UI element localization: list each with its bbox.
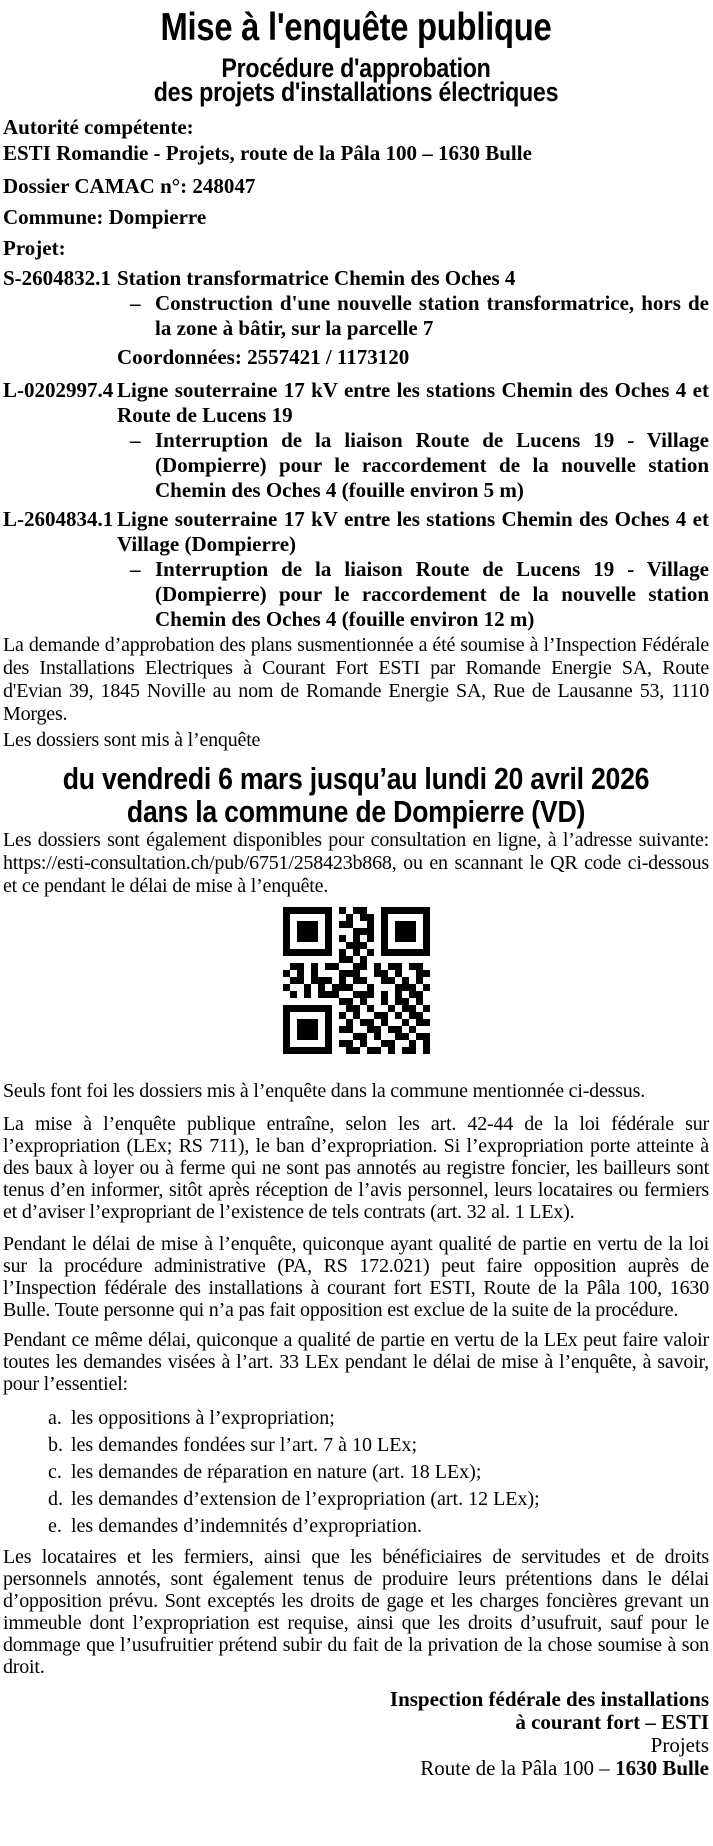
online-text-after: , ou en scannant le QR code ci-dessous et ce pendant le délai de mise à l’enquête.: [3, 852, 709, 897]
signature-address-street: Route de la Pâla 100 –: [420, 1756, 616, 1780]
expropriation-ban-paragraph: La mise à l’enquête publique entraîne, selon les art. 42-44 de la loi fédérale sur l’expropriation (LEx; RS 711), le ban d’expropriation. Si l’expropriation porte atteinte à des baux à loyer ou à ferme qui ne sont pas annotés au registre foncier, les bailleurs sont tenus d’en informer, sitôt après réception de l’avis personnel, leurs locataires ou fermiers et d’aviser l’expropriant de l’existence de tels contrats (art. 32 al. 1 LEx).: [3, 1113, 709, 1223]
signature-department: Projets: [650, 1733, 709, 1757]
enquiry-period-heading: [52, 762, 659, 828]
list-marker: b.: [48, 1434, 63, 1456]
project-entry-line-2: [3, 507, 709, 632]
qr-code: [283, 907, 430, 1054]
signature-address-city: 1630 Bulle: [615, 1756, 709, 1780]
list-item-text: les demandes d’extension de l’expropriation (art. 12 LEx);: [71, 1488, 540, 1510]
project-entry-station: [3, 266, 709, 370]
list-item-text: les oppositions à l’expropriation;: [71, 1407, 335, 1429]
consultation-url: https://esti-consultation.ch/pub/6751/258423b868: [3, 852, 392, 874]
period-commune: dans la commune de Dompierre (VD): [126, 794, 586, 829]
project-bullet-text: Construction d'une nouvelle station transformatrice, hors de la zone à bâtir, sur la parcelle 7: [155, 291, 709, 340]
tenants-paragraph: Les locataires et les fermiers, ainsi que les bénéficiaires de servitudes et de droits personnels annotés, sont également tenus de produire leurs prétentions dans le délai d’opposition prévu. Sont exceptés les droits de gage et les charges foncières grevant un immeuble dont l’expropriation est requise, ainsi que les droits d’usufruit, sauf pour le dommage que l’usufruitier prétend subir du fait de la privation de la chose soumise à son droit.: [3, 1546, 709, 1678]
dash-bullet-icon: –: [130, 428, 141, 452]
list-marker: d.: [48, 1488, 63, 1510]
signature-authority-line-2: à courant fort – ESTI: [515, 1710, 709, 1734]
project-code: L-0202997.4: [3, 378, 114, 402]
claims-intro-paragraph: Pendant ce même délai, quiconque a qualité de partie en vertu de la LEx peut faire valoir toutes les demandes visées à l’art. 33 LEx pendant le délai de mise à l’enquête, à savoir, pour l’essentiel:: [3, 1329, 709, 1395]
project-label: Projet:: [3, 236, 66, 260]
project-title: Ligne souterraine 17 kV entre les stations Chemin des Oches 4 et Village (Dompierre): [117, 507, 709, 556]
submission-paragraph: La demande d’approbation des plans susmentionnée a été soumise à l’Inspection Fédérale des Installations Electriques à Courant Fort ESTI par Romande Energie SA, Route d'Evian 39, 1845 Noville au nom de Romande Energie SA, Rue de Lausanne 53, 1110 Morges.: [3, 634, 709, 725]
list-item: [3, 1486, 709, 1513]
signature-block: [3, 1688, 709, 1780]
list-item: [3, 1432, 709, 1459]
authority-address: ESTI Romandie - Projets, route de la Pâla 100 – 1630 Bulle: [3, 141, 532, 165]
enquiry-intro: Les dossiers sont mis à l’enquête: [3, 729, 261, 751]
list-item: [3, 1459, 709, 1486]
project-code: L-2604834.1: [3, 507, 114, 531]
period-dates: du vendredi 6 mars jusqu’au lundi 20 avril 2026: [62, 761, 650, 796]
document-title: Mise à l'enquête publique: [160, 6, 552, 49]
list-item: [3, 1405, 709, 1432]
dash-bullet-icon: –: [130, 291, 141, 315]
list-marker: a.: [48, 1407, 62, 1429]
signature-authority-line-1: Inspection fédérale des installations: [389, 1687, 709, 1711]
list-marker: c.: [48, 1461, 62, 1483]
list-item-text: les demandes fondées sur l’art. 7 à 10 LEx;: [71, 1434, 418, 1456]
list-item-text: les demandes d’indemnités d’expropriation.: [71, 1515, 423, 1537]
claims-list: [3, 1405, 709, 1540]
project-bullet: [117, 428, 709, 503]
signature-address: [3, 1757, 709, 1780]
authority-label: Autorité compétente:: [3, 115, 194, 139]
project-bullet: [117, 291, 709, 341]
list-item: [3, 1513, 709, 1540]
project-bullet: [117, 557, 709, 632]
project-bullet-text: Interruption de la liaison Route de Lucens 19 - Village (Dompierre) pour le raccordement de la nouvelle station Chemin des Oches 4 (fouille environ 5 m): [155, 428, 709, 502]
list-item-text: les demandes de réparation en nature (art. 18 LEx);: [71, 1461, 482, 1483]
dossier-number: Dossier CAMAC n°: 248047: [3, 174, 256, 198]
document-subtitle: [52, 53, 659, 107]
project-bullet-text: Interruption de la liaison Route de Lucens 19 - Village (Dompierre) pour le raccordement de la nouvelle station Chemin des Oches 4 (fouille environ 12 m): [155, 557, 709, 631]
dash-bullet-icon: –: [130, 557, 141, 581]
opposition-paragraph: Pendant le délai de mise à l’enquête, quiconque ayant qualité de partie en vertu de la loi sur la procédure administrative (PA, RS 172.021) peut faire opposition auprès de l’Inspection fédérale des installations à courant fort ESTI, Route de la Pâla 100, 1630 Bulle. Toute personne qui n’a pas fait opposition est exclue de la suite de la procédure.: [3, 1233, 709, 1321]
validity-paragraph: Seuls font foi les dossiers mis à l’enquête dans la commune mentionnée ci-dessus.: [3, 1080, 645, 1102]
project-coordinates: Coordonnées: 2557421 / 1173120: [117, 345, 410, 369]
commune-line: Commune: Dompierre: [3, 205, 207, 229]
project-entry-line-1: [3, 378, 709, 503]
subtitle-line-2: des projets d'installations électriques: [153, 77, 559, 107]
online-text-before: Les dossiers sont également disponibles pour consultation en ligne, à l’adresse suivante:: [3, 829, 709, 851]
project-code: S-2604832.1: [3, 266, 111, 290]
project-title: Station transformatrice Chemin des Oches 4: [117, 266, 516, 290]
list-marker: e.: [48, 1515, 62, 1537]
project-title: Ligne souterraine 17 kV entre les stations Chemin des Oches 4 et Route de Lucens 19: [117, 378, 709, 427]
online-consultation-paragraph: [3, 829, 709, 898]
subtitle-line-1: Procédure d'approbation: [221, 53, 491, 83]
